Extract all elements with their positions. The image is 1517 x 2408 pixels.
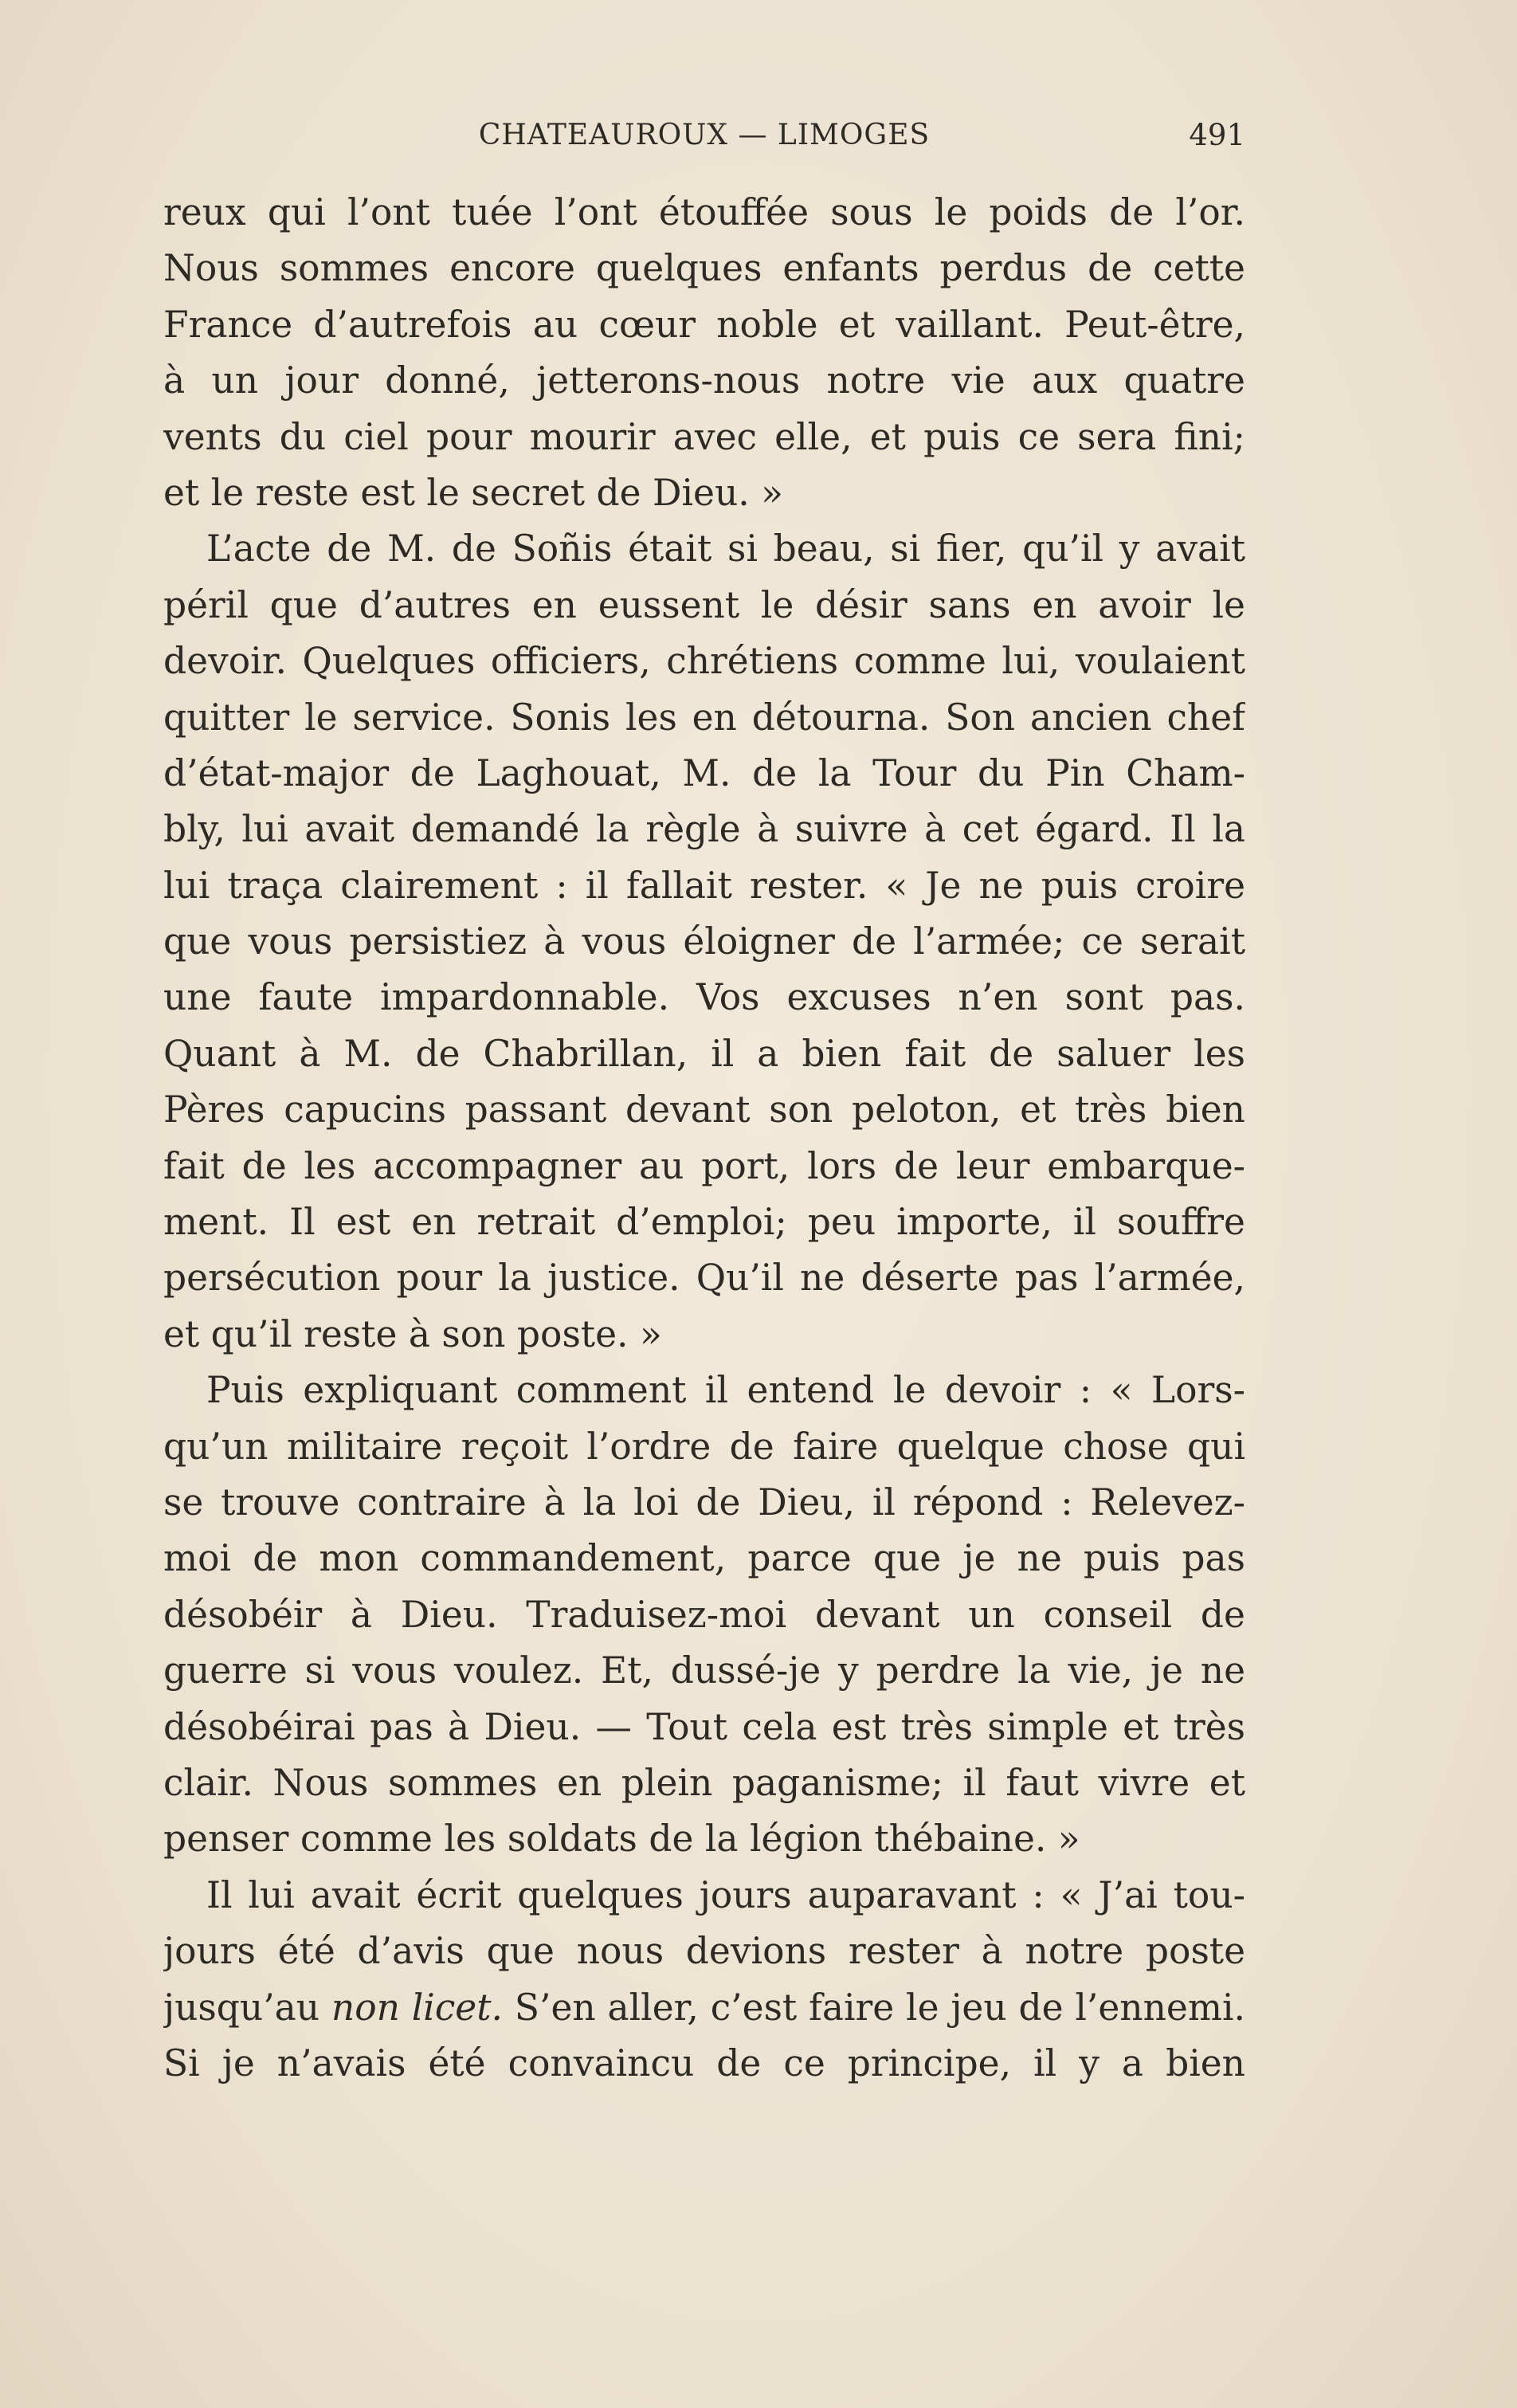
text-line: guerre si vous voulez. Et, dussé-je y perdre la vie, je ne — [163, 1649, 1245, 1692]
text-line: lui traça clairement : il fallait rester. « Je ne puis croire — [163, 864, 1245, 907]
text-line: qu’un militaire reçoit l’ordre de faire quelque chose qui — [163, 1425, 1245, 1468]
text-line: désobéir à Dieu. Traduisez-moi devant un conseil de — [163, 1593, 1245, 1636]
text-line: désobéirai pas à Dieu. — Tout cela est très simple et très — [163, 1705, 1245, 1748]
text-line: bly, lui avait demandé la règle à suivre à cet égard. Il la — [163, 808, 1245, 851]
text-line: se trouve contraire à la loi de Dieu, il répond : Relevez- — [163, 1480, 1245, 1524]
text-line: et qu’il reste à son poste. » — [163, 1312, 662, 1355]
text-run: jusqu’au — [163, 1986, 331, 2029]
text-line: fait de les accompagner au port, lors de leur embarque- — [163, 1144, 1245, 1187]
text-line: Pères capucins passant devant son peloton, et très bien — [163, 1088, 1245, 1131]
text-line: devoir. Quelques officiers, chrétiens comme lui, voulaient — [163, 640, 1245, 683]
paragraph-start-line: Il lui avait écrit quelques jours auparavant : « J’ai tou- — [206, 1873, 1245, 1916]
text-line: vents du ciel pour mourir avec elle, et puis ce sera fini; — [163, 415, 1245, 458]
text-line: à un jour donné, jetterons-nous notre vie aux quatre — [163, 359, 1245, 402]
text-line: d’état-major de Laghouat, M. de la Tour du Pin Cham- — [163, 751, 1245, 794]
text-line-with-italic — [163, 1980, 1245, 2036]
text-line: penser comme les soldats de la légion thébaine. » — [163, 1818, 1080, 1861]
text-line: Nous sommes encore quelques enfants perdus de cette — [163, 247, 1245, 290]
text-line: que vous persistiez à vous éloigner de l’armée; ce serait — [163, 920, 1245, 963]
paragraph-start-line: Puis expliquant comment il entend le devoir : « Lors- — [206, 1369, 1245, 1412]
paragraph-start-line: L’acte de M. de Soñis était si beau, si fier, qu’il y avait — [206, 527, 1245, 571]
text-line: Quant à M. de Chabrillan, il a bien fait de saluer les — [163, 1032, 1245, 1075]
text-line: jours été d’avis que nous devions rester à notre poste — [163, 1930, 1245, 1973]
text-run: S’en aller, c’est faire le jeu de l’ennemi. — [514, 1986, 1245, 2029]
text-line: ment. Il est en retrait d’emploi; peu importe, il souffre — [163, 1201, 1245, 1244]
text-line: Si je n’avais été convaincu de ce principe, il y a bien — [163, 2041, 1245, 2084]
text-line: péril que d’autres en eussent le désir sans en avoir le — [163, 583, 1245, 626]
text-line: France d’autrefois au cœur noble et vaillant. Peut-être, — [163, 303, 1245, 346]
italic-phrase: non licet. — [331, 1986, 503, 2029]
running-head — [163, 112, 1245, 159]
text-line: une faute impardonnable. Vos excuses n’en sont pas. — [163, 976, 1245, 1019]
text-line: quitter le service. Sonis les en détourna. Son ancien chef — [163, 696, 1245, 739]
text-line: persécution pour la justice. Qu’il ne déserte pas l’armée, — [163, 1257, 1245, 1300]
text-line: et le reste est le secret de Dieu. » — [163, 471, 784, 514]
text-line: moi de mon commandement, parce que je ne puis pas — [163, 1537, 1245, 1580]
text-line: reux qui l’ont tuée l’ont étouffée sous le poids de l’or. — [163, 191, 1245, 233]
running-title: CHATEAUROUX — LIMOGES — [478, 119, 931, 151]
page-number: 491 — [1189, 118, 1245, 152]
text-line: clair. Nous sommes en plein paganisme; il faut vivre et — [163, 1761, 1245, 1804]
body-text — [163, 185, 1245, 2092]
